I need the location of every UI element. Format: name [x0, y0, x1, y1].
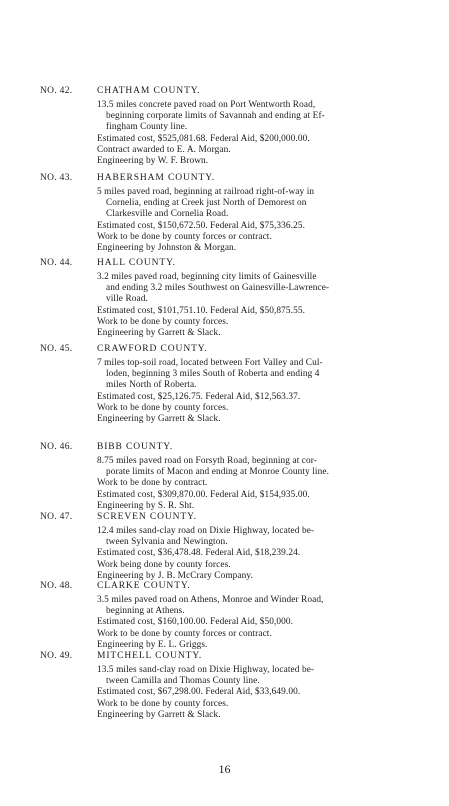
project-description: [97, 272, 432, 339]
project-number: NO. 46.: [40, 442, 73, 452]
description-line: Estimated cost, $101,751.10. Federal Aid, $50,875.55.: [97, 305, 306, 316]
project-description: [97, 187, 432, 254]
description-line: Estimated cost, $525,081.68. Federal Aid, $200,000.00.: [97, 133, 310, 144]
county-heading: MITCHELL COUNTY.: [97, 651, 203, 661]
description-line: miles North of Roberta.: [106, 380, 197, 391]
description-line: 7 miles top-soil road, located between Fort Valley and Cul-: [97, 358, 323, 368]
project-description: [97, 595, 432, 651]
county-heading: CLARKE COUNTY.: [97, 581, 191, 591]
description-line: Engineering by Garrett & Slack.: [97, 709, 221, 720]
project-number: NO. 49.: [40, 651, 73, 661]
project-description: [97, 665, 432, 721]
description-line: 13.5 miles concrete paved road on Port Wentworth Road,: [97, 100, 316, 110]
county-heading: CRAWFORD COUNTY.: [97, 344, 208, 354]
description-line: beginning at Athens.: [106, 606, 185, 617]
description-line: Estimated cost, $309,870.00. Federal Aid, $154,935.00.: [97, 489, 310, 500]
description-line: 3.2 miles paved road, beginning city limits of Gainesville: [97, 272, 317, 282]
description-line: Work to be done by county forces or contract.: [97, 628, 272, 639]
description-line: Engineering by Johnston & Morgan.: [97, 242, 237, 253]
description-line: Estimated cost, $67,298.00. Federal Aid, $33,649.00.: [97, 687, 301, 698]
description-line: 8.75 miles paved road on Forsyth Road, beginning at cor-: [97, 456, 317, 466]
description-line: and ending 3.2 miles Southwest on Gainesville-Lawrence-: [106, 283, 330, 294]
county-heading: CHATHAM COUNTY.: [97, 86, 201, 96]
description-line: Engineering by J. B. McCrary Company.: [97, 570, 253, 581]
description-line: beginning corporate limits of Savannah and ending at Ef-: [106, 111, 325, 122]
description-line: loden, beginning 3 miles South of Roberta and ending 4: [106, 369, 320, 380]
description-line: Work to be done by county forces.: [97, 316, 229, 327]
description-line: Work being done by county forces.: [97, 559, 231, 570]
description-line: Estimated cost, $150,672.50. Federal Aid, $75,336.25.: [97, 220, 306, 231]
project-description: [97, 100, 432, 167]
description-line: Contract awarded to E. A. Morgan.: [97, 144, 231, 155]
description-line: Engineering by Garrett & Slack.: [97, 327, 221, 338]
description-line: Work to be done by county forces.: [97, 698, 229, 709]
description-line: Engineering by W. F. Brown.: [97, 155, 209, 166]
project-number: NO. 43.: [40, 173, 73, 183]
description-line: Engineering by S. R. Sht.: [97, 500, 195, 511]
page-number: 16: [218, 762, 231, 776]
project-number: NO. 44.: [40, 258, 73, 268]
description-line: tween Sylvania and Newington.: [106, 537, 228, 548]
description-line: Work to be done by county forces.: [97, 402, 229, 413]
description-line: fingham County line.: [106, 122, 188, 133]
project-description: [97, 526, 432, 582]
description-line: 5 miles paved road, beginning at railroad right-of-way in: [97, 187, 315, 197]
description-line: Estimated cost, $160,100.00. Federal Aid, $50,000.: [97, 617, 294, 628]
county-heading: BIBB COUNTY.: [97, 442, 174, 452]
description-line: porate limits of Macon and ending at Monroe County line.: [106, 467, 330, 478]
county-heading: HALL COUNTY.: [97, 258, 176, 268]
description-line: Clarkesville and Cornelia Road.: [106, 209, 229, 220]
project-number: NO. 42.: [40, 86, 73, 96]
project-number: NO. 45.: [40, 344, 73, 354]
description-line: 3.5 miles paved road on Athens, Monroe and Winder Road,: [97, 595, 324, 605]
description-line: Estimated cost, $36,478.48. Federal Aid, $18,239.24.: [97, 548, 301, 559]
description-line: ville Road.: [106, 294, 148, 305]
description-line: 12.4 miles sand-clay road on Dixie Highway, located be-: [97, 526, 315, 536]
county-heading: HABERSHAM COUNTY.: [97, 173, 216, 183]
description-line: Work to be done by county forces or contract.: [97, 231, 272, 242]
description-line: tween Camilla and Thomas County line.: [106, 676, 260, 687]
county-heading: SCREVEN COUNTY.: [97, 512, 197, 522]
project-description: [97, 456, 432, 512]
project-description: [97, 358, 432, 425]
description-line: Engineering by E. L. Griggs.: [97, 639, 208, 650]
description-line: Engineering by Garrett & Slack.: [97, 413, 221, 424]
description-line: 13.5 miles sand-clay road on Dixie Highway, located be-: [97, 665, 315, 675]
description-line: Cornelia, ending at Creek just North of Demorest on: [106, 198, 307, 209]
project-number: NO. 47.: [40, 512, 73, 522]
description-line: Estimated cost, $25,126.75. Federal Aid, $12,563.37.: [97, 391, 301, 402]
description-line: Work to be done by contract.: [97, 478, 208, 489]
project-number: NO. 48.: [40, 581, 73, 591]
